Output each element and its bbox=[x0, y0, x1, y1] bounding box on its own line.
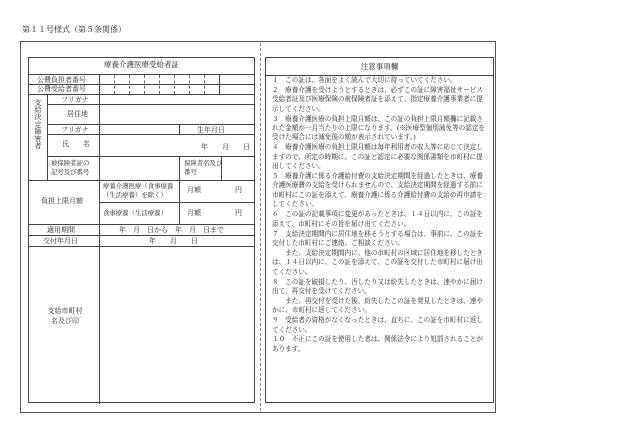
note-item: ２ 療養介護を受けようとするときは、必ずこの証に障害福祉サービス受給者証及び医療保険の被保険者証を添えて、指定療養介護事業者に提示してください。 bbox=[272, 85, 483, 113]
insurer-label: 保険者名及び番号 bbox=[184, 159, 223, 176]
note-item: ６ この証の記載事項に変更があったときは、１４日以内に、この証を添えて、市町村にその旨を届け出てください。 bbox=[272, 210, 483, 228]
note-item: また、支給決定期間内に、他の市町村の区域に居住地を移したときは、１４日以内に、この証を添えて、この証を交付した市町村に届け出てください。 bbox=[272, 248, 483, 276]
limit-medical-label: 療養介護医療（食事療養（生活療養）を除く） bbox=[103, 182, 174, 199]
insurance-label: 被保険者証の記号及び番号 bbox=[51, 159, 90, 176]
name-label: 氏 名 bbox=[62, 140, 90, 148]
birthdate-label: 生年月日 bbox=[197, 126, 225, 134]
monthly-limit-label: 負担上限月額 bbox=[41, 197, 83, 205]
recipient-number-label: 公費受給者番号 bbox=[37, 85, 86, 93]
fold-divider bbox=[260, 43, 261, 411]
certificate-table bbox=[28, 57, 255, 403]
limit-meal-label: 食事療養（生活療養） bbox=[103, 209, 167, 217]
limit-medical-yen: 円 bbox=[235, 186, 242, 194]
furigana2-label: フリガナ bbox=[61, 126, 89, 134]
note-item: ４ 療養介護医療の負担上限月額は毎年利用者の収入等に応じて決定しますので、所定の時期に、この証と認定に必要な関係書類を市町村に提出してください。 bbox=[272, 143, 483, 171]
note-item: また、再交付を受けた後、紛失したこの証を発見したときは、速やかに、市町村に返してください。 bbox=[272, 296, 483, 315]
period-value: 年 月 日から 年 月 日まで bbox=[119, 226, 224, 234]
certificate-title: 療養介護医療受給者証 bbox=[104, 60, 179, 69]
municipality-label: 支給市町村名及び印 bbox=[47, 307, 83, 325]
recipient-side-label: 支給決定障害者 bbox=[34, 99, 42, 151]
note-item: １ この証は、各面をよく読んで大切に持っていてください。 bbox=[272, 76, 457, 84]
note-item: １０ 不正にこの証を使用した者は、関係法令により処罰されることがあります。 bbox=[272, 335, 483, 353]
notes-title: 注意事項欄 bbox=[266, 58, 493, 76]
notes-panel bbox=[265, 57, 494, 403]
provider-number-label: 公費負担者番号 bbox=[37, 76, 86, 84]
note-item: ３ 療養介護医療の負担上限月額は、この証の負担上限月額欄に記載された金額が一月当たりの上限になります。(※医療型個別減免等の認定を受けた場合には減免後の額が表示されています。) bbox=[272, 114, 486, 142]
note-item: ７ 支給決定期間内に居住地を移そうとする場合は、事前に、この証を交付した市町村にご連絡、ご相談ください。 bbox=[272, 229, 483, 247]
notes-list bbox=[272, 76, 489, 355]
issue-date-label: 交付年月日 bbox=[43, 237, 78, 245]
note-item: ５ 療養介護に係る介護給付費の支給決定期間を経過したときは、療養介護医療費の支給を受けられませんので、支給決定期間を経過する前に市町村にこの証を添えて、療養介護に係る介護給付費の支給の再申請をしてください。 bbox=[272, 172, 483, 209]
period-label: 適用期間 bbox=[47, 226, 75, 234]
form-number-label: 第１１号様式（第５条関係） bbox=[22, 25, 126, 34]
note-item: ８ この証を破損したり、汚したり又は紛失したときは、速やかに届け出て、再交付を受けてください。 bbox=[272, 277, 483, 295]
note-item: ９ 受給者の資格がなくなったときは、直ちに、この証を市町村に返してください。 bbox=[272, 316, 483, 334]
limit-meal-yen: 円 bbox=[235, 209, 242, 217]
issue-date-value: 年 月 日 bbox=[149, 237, 198, 245]
furigana-label: フリガナ bbox=[61, 96, 89, 104]
address-label: 居住地 bbox=[67, 110, 88, 118]
limit-medical-per-month: 月額 bbox=[187, 186, 201, 194]
limit-meal-per-month: 月額 bbox=[187, 209, 201, 217]
birthdate-value: 年 月 日 bbox=[201, 143, 250, 151]
